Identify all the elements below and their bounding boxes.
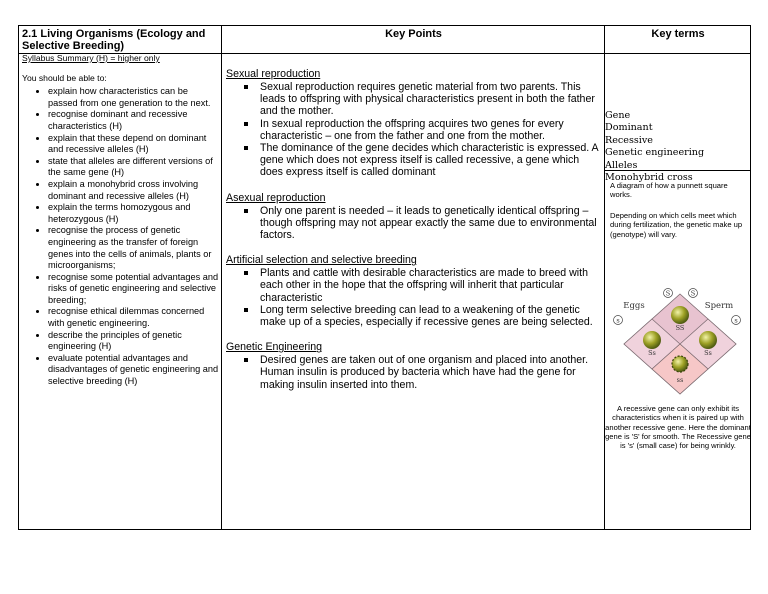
key-point: Long term selective breeding can lead to a weakening of the genetic make up of a species, especially if recessive genes are being selected.: [260, 304, 601, 328]
syllabus-item: • recognise dominant and recessive characteristics (H): [48, 109, 220, 132]
topic-title-line1: 2.1 Living Organisms (Ecology and: [22, 28, 206, 40]
key-term: Monohybrid cross: [605, 172, 693, 184]
column-divider-1: [221, 26, 222, 529]
syllabus-column: [22, 53, 220, 388]
key-point: The dominance of the gene decides which characteristic is expressed. A gene which does not express itself is called recessive, a gene which does express itself is called dominant: [260, 142, 601, 179]
syllabus-summary: Syllabus Summary (H) = higher only: [22, 53, 160, 63]
key-terms-list: [605, 110, 704, 184]
genotype-label: Ss: [704, 349, 712, 357]
syllabus-item: • recognise ethical dilemmas concerned with genetic engineering.: [48, 306, 220, 329]
key-points-header: Key Points: [385, 28, 442, 40]
syllabus-item: • state that alleles are different versions of the same gene (H): [48, 156, 220, 179]
punnett-note: Depending on which cells meet which during fertilization, the genetic make up (genotype) will vary.: [610, 211, 743, 239]
sperm-label: Sperm: [704, 301, 734, 311]
section-selective-breeding: [226, 254, 601, 328]
syllabus-list: [22, 86, 220, 387]
key-point: Sexual reproduction requires genetic material from two parents. This leads to offspring with physical characteristics present in both the father and the mother.: [260, 81, 601, 118]
column-divider-2: [604, 26, 605, 529]
section-heading: Genetic Engineering: [226, 341, 322, 354]
eggs-label: Eggs: [623, 301, 645, 311]
key-point: Plants and cattle with desirable characteristics are made to breed with each other in the hope that the offspring will inherit that particular characteristic: [260, 267, 601, 304]
key-point: In sexual reproduction the offspring acquires two genes for every characteristic – one from the father and one from the mother.: [260, 118, 601, 142]
key-term: Recessive: [605, 134, 653, 146]
syllabus-item: • explain a monohybrid cross involving dominant and recessive alleles (H): [48, 179, 220, 202]
section-heading: Sexual reproduction: [226, 68, 321, 80]
section-heading: Artificial selection and selective breeding: [226, 254, 417, 267]
key-term: Alleles: [605, 159, 638, 171]
syllabus-item: • recognise some potential advantages and risks of genetic engineering and selective breeding;: [48, 272, 220, 307]
key-term: Gene: [605, 110, 631, 121]
punnett-square-diagram: [612, 284, 750, 400]
pea-ss-icon: [643, 331, 661, 349]
syllabus-item: • recognise the process of genetic engineering as the transfer of foreign genes into the cells of animals, plants or microorganisms;: [48, 225, 220, 271]
allele-label: S: [690, 289, 696, 298]
topic-title-line2: Selective Breeding): [22, 40, 125, 52]
syllabus-item: • describe the principles of genetic engineering (H): [48, 330, 220, 353]
wrinkled-pea-icon: [672, 356, 688, 372]
key-point: Only one parent is needed – it leads to genetically identical offspring – though offspring may not appear exactly the same due to environmental factors.: [260, 205, 601, 242]
syllabus-item: • explain that these depend on dominant and recessive alleles (H): [48, 133, 220, 156]
syllabus-item: • explain how characteristics can be passed from one generation to the next.: [48, 86, 220, 109]
key-term: Dominant: [605, 122, 653, 134]
key-terms-header: Key terms: [651, 28, 705, 40]
key-points-column: [226, 68, 601, 404]
section-asexual-reproduction: [226, 192, 601, 242]
section-sexual-reproduction: [226, 68, 601, 179]
genotype-label: Ss: [648, 349, 656, 357]
genotype-label: SS: [675, 324, 685, 332]
allele-label: s: [616, 316, 620, 325]
punnett-caption: A diagram of how a punnett square works.: [610, 181, 728, 200]
section-heading: Asexual reproduction: [226, 191, 326, 204]
topic-header: [22, 28, 220, 52]
key-point: Desired genes are taken out of one organism and placed into another. Human insulin is produced by bacteria which have had the gene for making insulin inserted into them.: [260, 354, 601, 391]
pea-ss-icon: [671, 306, 689, 324]
pea-ss-icon: [699, 331, 717, 349]
syllabus-item: • evaluate potential advantages and disadvantages of genetic engineering and selective breeding (H): [48, 353, 220, 388]
allele-label: s: [734, 316, 738, 325]
allele-label: S: [665, 289, 671, 298]
syllabus-intro: You should be able to:: [22, 72, 107, 83]
syllabus-item: • explain the terms homozygous and heterozygous (H): [48, 202, 220, 225]
section-genetic-engineering: [226, 341, 601, 391]
genotype-label: ss: [676, 376, 684, 384]
recessive-gene-explanation: A recessive gene can only exhibit its characteristics when it is paired up with another recessive gene. Here the dominant gene is 'S' for smooth. The Recessive gene is 's' (small case) for being wrinkly.: [605, 404, 751, 451]
key-term: Genetic engineering: [605, 147, 705, 159]
